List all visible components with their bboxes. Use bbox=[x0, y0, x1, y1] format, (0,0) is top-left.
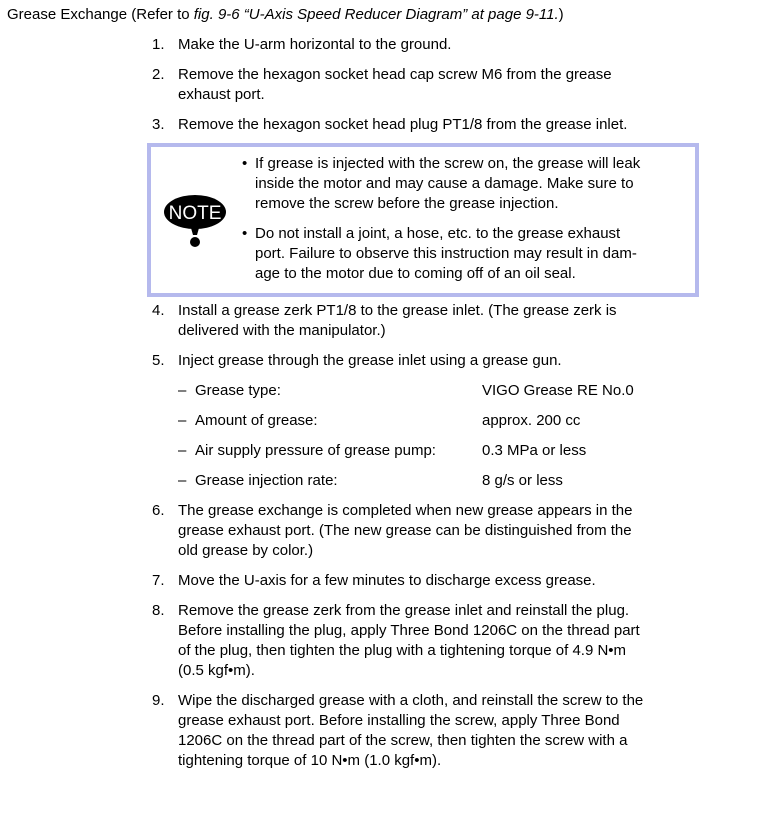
spec-label: Grease type: bbox=[195, 382, 281, 399]
spec-value: 8 g/s or less bbox=[482, 472, 563, 489]
spec-label: Grease injection rate: bbox=[195, 472, 338, 489]
step-text: Remove the hexagon socket head cap screw M6 from the grease exhaust port. bbox=[178, 66, 612, 103]
dash: – bbox=[178, 382, 187, 399]
step-text: Remove the hexagon socket head plug PT1/8 from the grease inlet. bbox=[178, 116, 628, 133]
heading-prefix: Grease Exchange (Refer to bbox=[7, 6, 194, 23]
dash: – bbox=[178, 412, 187, 429]
spec-value: 0.3 MPa or less bbox=[482, 442, 587, 459]
spec-value: VIGO Grease RE No.0 bbox=[482, 382, 634, 399]
figure-reference-link[interactable]: fig. 9-6 “U-Axis Speed Reducer Diagram” at page 9-11. bbox=[193, 6, 559, 23]
step-text: Wipe the discharged grease with a cloth, and reinstall the screw to the grease exhaust port. Before installing the screw, apply Three Bond 1206C on the thread part of the screw, then tighten the screw with a tightening torque of 10 N•m (1.0 kgf•m). bbox=[178, 692, 644, 769]
dash: – bbox=[178, 442, 187, 459]
step-number: 6. bbox=[152, 502, 165, 519]
step-text: Remove the grease zerk from the grease inlet and reinstall the plug. Before installing the plug, apply Three Bond 1206C on the thread part of the plug, then tighten the plug with a tightening torque of 4.9 N•m (0.5 kgf•m). bbox=[178, 602, 640, 679]
step-number: 1. bbox=[152, 36, 165, 53]
step-text: Move the U-axis for a few minutes to discharge excess grease. bbox=[178, 572, 596, 589]
note-icon-label: NOTE bbox=[168, 203, 222, 224]
spec-label: Amount of grease: bbox=[195, 412, 318, 429]
step-number: 2. bbox=[152, 66, 165, 83]
step-text: Inject grease through the grease inlet using a grease gun. bbox=[178, 352, 562, 369]
step-number: 7. bbox=[152, 572, 165, 589]
step-number: 3. bbox=[152, 116, 165, 133]
note-item-text: If grease is injected with the screw on, the grease will leak inside the motor and may cause a damage. Make sure to remove the screw before the grease injection. bbox=[255, 155, 641, 212]
note-icon bbox=[163, 194, 227, 250]
spec-label: Air supply pressure of grease pump: bbox=[195, 442, 436, 459]
step-text: The grease exchange is completed when new grease appears in the grease exhaust port. (The new grease can be distinguished from the old grease by color.) bbox=[178, 502, 633, 559]
note-item-text: Do not install a joint, a hose, etc. to the grease exhaust port. Failure to observe this instruction may result in dam- age to the motor due to coming off of an oil seal. bbox=[255, 225, 637, 282]
note-box bbox=[147, 143, 699, 297]
bullet: • bbox=[242, 155, 248, 172]
section-heading bbox=[7, 5, 564, 25]
bullet: • bbox=[242, 225, 248, 242]
step-number: 4. bbox=[152, 302, 165, 319]
dash: – bbox=[178, 472, 187, 489]
heading-suffix: ) bbox=[558, 6, 564, 23]
step-text: Make the U-arm horizontal to the ground. bbox=[178, 36, 452, 53]
step-number: 5. bbox=[152, 352, 165, 369]
step-number: 9. bbox=[152, 692, 165, 709]
step-number: 8. bbox=[152, 602, 165, 619]
step-text: Install a grease zerk PT1/8 to the grease inlet. (The grease zerk is delivered with the manipulator.) bbox=[178, 302, 617, 339]
spec-value: approx. 200 cc bbox=[482, 412, 581, 429]
